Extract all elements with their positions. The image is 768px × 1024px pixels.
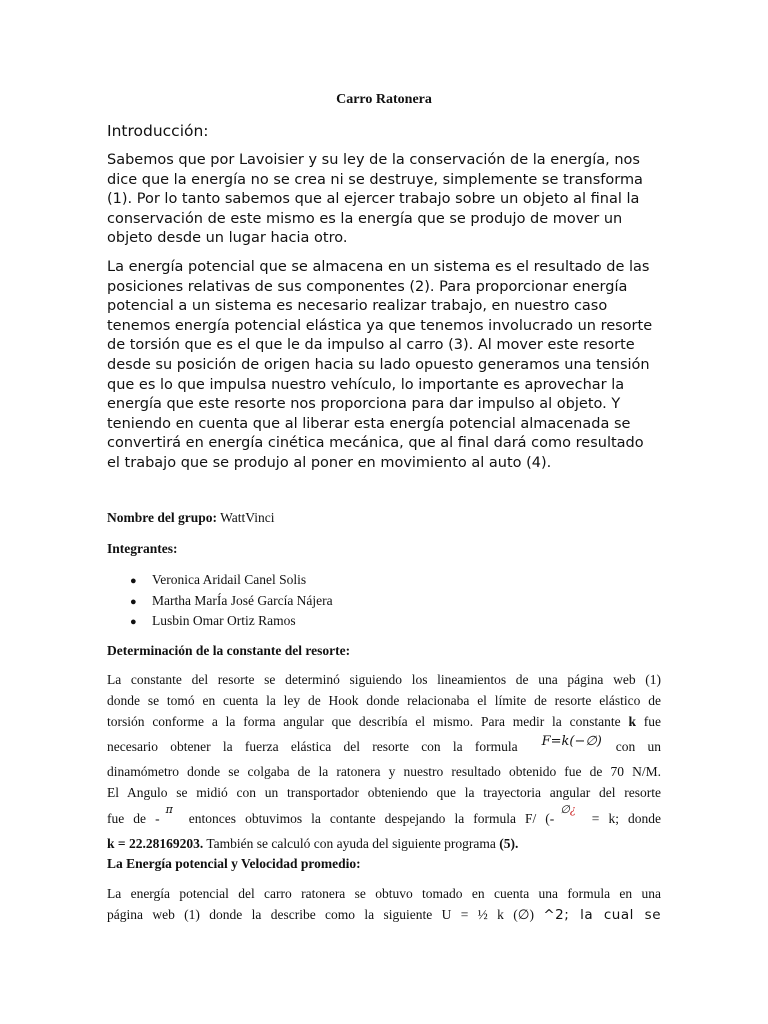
bullet-icon: ● [130,595,137,608]
k-symbol: k [628,713,636,729]
intro-heading: Introducción: [107,122,209,140]
list-item [130,570,333,591]
bullet-icon: ● [130,616,137,629]
members-label: Integrantes: [107,541,178,556]
document-title: Carro Ratonera [336,92,432,107]
spring-heading-text: Determinación de la constante del resorte: [107,643,351,658]
members-list [130,570,333,632]
pi-symbol: π [165,802,173,816]
group-label: Nombre del grupo: [107,510,217,525]
spring-line-2: donde se tomó en cuenta la ley de Hook donde relacionaba el límite de resorte elástico de [107,692,661,708]
spring-paragraph [107,670,661,855]
member-name: Lusbin Omar Ortiz Ramos [152,613,296,629]
spring-line-3: torsión conforme a la forma angular que describía el mismo. Para medir la constante k fue [107,713,662,729]
energy-heading-text: La Energía potencial y Velocidad promedio: [107,856,361,871]
energy-line-1: La energía potencial del carro ratonera se obtuvo tomado en cuenta una formula en una [107,886,661,901]
list-item [130,611,333,632]
intro-paragraph-1: Sabemos que por Lavoisier y su ley de la conservación de la energía, nos dice que la energía no se crea ni se destruye, simplemente se transforma (1). Por lo tanto sabemos que al ejercer trabajo sobre un objeto al final la conservación de este mismo es la energía que se produjo de mover un objeto desde un lugar hacia otro. [107,152,643,247]
spring-line-8: k = 22.28169203. También se calculó con ayuda del siguiente programa (5). [107,835,519,851]
list-item [130,591,333,612]
bullet-icon: ● [130,575,137,587]
phi-symbol: ∅¿ [560,802,576,816]
spring-line-5: dinamómetro donde se colgaba de la ratonera y nuestro resultado obtenido fue de 70 N/M. [107,764,661,780]
members-heading [107,541,178,557]
spring-line-6: El Angulo se midió con un transportador obteniendo que la trayectoria angular del resorte [107,785,661,801]
intro-paragraph-2: La energía potencial que se almacena en un sistema es el resultado de las posiciones relativas de sus componentes (2). Para proporcionar energía potencial a un sistema es necesario realizar trabajo, en nuestro caso tenemos energía potencial elástica ya que tenemos involucrado un resorte de torsión que es el que le da impulso al carro (3). Al mover este resorte desde su posición de origen hacia su lado opuesto generamos una tensión que es lo que impulsa nuestro vehículo, lo importante es aprovechar la energía que este resorte nos proporciona para dar impulso al objeto. Y teniendo en cuenta que al liberar esta energía potencial almacenada se convertirá en energía cinética mecánica, que al final dará como resultado el trabajo que se produjo al poner en movimiento al auto (4). [107,259,653,471]
member-name: Martha MarÍa José García Nájera [152,592,333,608]
group-name-line [107,510,274,526]
spring-formula: F=k(−∅) [541,734,602,750]
group-name: WattVinci [220,510,275,525]
energy-line-2: página web (1) donde la describe como la siguiente U = ½ k (∅) ^2; la cual se [107,906,662,923]
ref-5: (5). [499,835,519,851]
energy-heading [107,856,361,872]
spring-line-7: fue de -πentonces obtuvimos la contante despejando la formula F/ (-∅¿= k; donde [107,804,661,834]
spring-line-4: necesario obtener la fuerza elástica del resorte con la formula F=k(−∅) con un [107,732,661,762]
k-value: k = 22.28169203. [107,835,204,851]
phi-mark: ¿ [569,802,576,816]
member-name: Veronica Aridail Canel Solis [152,572,307,587]
spring-line-1: La constante del resorte se determinó siguiendo los lineamientos de una página web (1) [107,672,661,687]
spring-heading [107,643,350,659]
energy-paragraph [107,884,661,926]
